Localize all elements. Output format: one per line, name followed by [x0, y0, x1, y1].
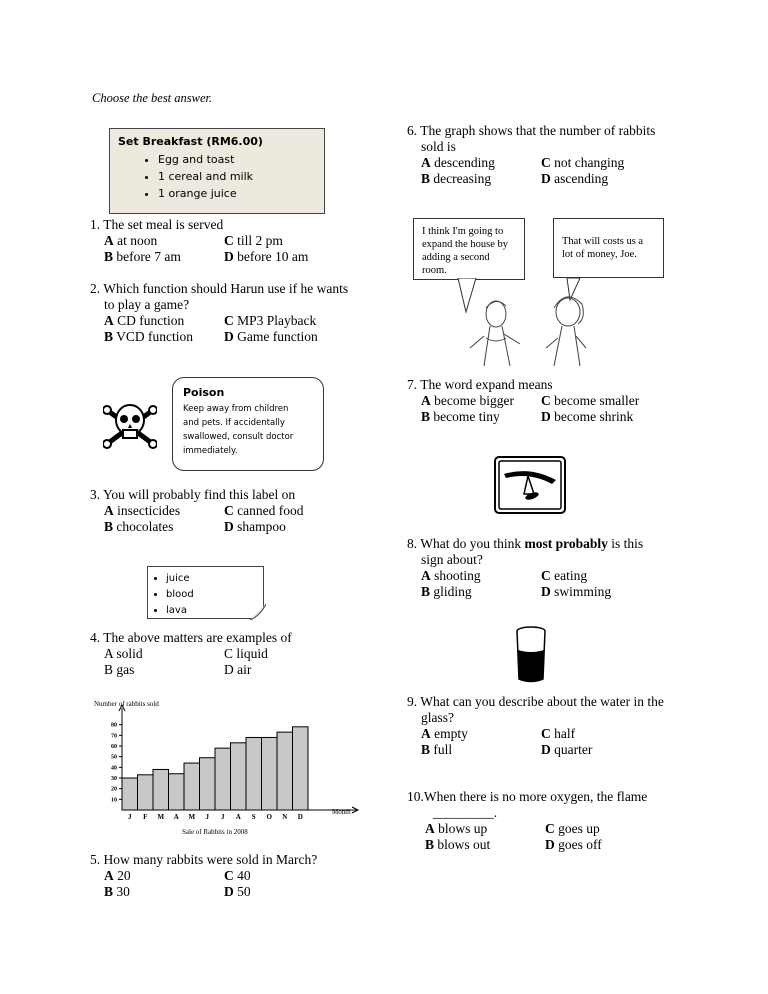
option-d[interactable]: Game function [237, 329, 318, 344]
option-b[interactable]: VCD function [116, 329, 194, 344]
chart-bar [169, 774, 185, 810]
chart-xtick-label: F [143, 813, 148, 821]
chart-bar [200, 758, 216, 810]
question-stem: 2. Which function should Harun use if he wants [90, 281, 349, 296]
question-6: 6. The graph shows that the number of rabbits sold is A descending C not changing B decreasing D ascending [407, 123, 656, 186]
set-breakfast-card [109, 128, 325, 214]
option-a[interactable]: at noon [117, 233, 158, 248]
chart-xtick-label: N [282, 813, 288, 821]
option-b[interactable]: gliding [433, 584, 472, 599]
option-d[interactable]: shampoo [237, 519, 286, 534]
question-stem: 5. How many rabbits were sold in March? [90, 852, 318, 867]
question-4: 4. The above matters are examples of A solid C liquid B gas D air [90, 630, 292, 677]
menu-item: • Egg and toast [158, 151, 316, 168]
question-8: 8. What do you think most probably is this sign about? A shooting C eating B gliding D swimming [407, 536, 644, 599]
option-b[interactable]: blows out [437, 837, 491, 852]
option-b[interactable]: full [433, 742, 453, 757]
option-d[interactable]: swimming [554, 584, 612, 599]
poison-text: swallowed, consult doctor [183, 432, 294, 442]
skull-crossbones-icon [103, 400, 157, 450]
option-a[interactable]: CD function [117, 313, 185, 328]
question-10: 10.When there is no more oxygen, the flame _________. A blows up C goes up B blows out D goes off [407, 789, 648, 852]
chart-ytick-label: 70 [111, 733, 117, 740]
question-stem-cont: glass? [421, 710, 454, 725]
option-c[interactable]: liquid [236, 646, 268, 661]
option-c[interactable]: eating [554, 568, 588, 583]
chart-xtick-label: M [188, 813, 196, 821]
option-c[interactable]: till 2 pm [237, 233, 283, 248]
option-c[interactable]: MP3 Playback [237, 313, 317, 328]
option-c[interactable]: half [554, 726, 576, 741]
question-stem: 3. You will probably find this label on [90, 487, 296, 502]
chart-bar [122, 778, 138, 810]
option-b[interactable]: chocolates [116, 519, 174, 534]
option-a[interactable]: empty [434, 726, 468, 741]
option-a[interactable]: insecticides [117, 503, 181, 518]
chart-bar [215, 748, 231, 810]
option-c[interactable]: canned food [237, 503, 304, 518]
question-stem-cont: sign about? [421, 552, 483, 567]
question-stem: 10.When there is no more oxygen, the flame [407, 789, 648, 804]
menu-item: • 1 cereal and milk [158, 168, 316, 185]
option-d[interactable]: ascending [554, 171, 609, 186]
chart-bar [246, 737, 262, 810]
option-d[interactable]: 50 [237, 884, 251, 899]
cartoon-couple-icon [440, 278, 620, 370]
chart-bar [277, 732, 293, 810]
matters-note-card [147, 566, 264, 619]
option-a[interactable]: blows up [438, 821, 488, 836]
option-c[interactable]: become smaller [554, 393, 640, 408]
hang-glider-sign-icon [494, 456, 566, 514]
question-stem-cont: sold is [421, 139, 456, 154]
chart-ytick-label: 50 [111, 754, 117, 761]
chart-ylabel: Number of rabbits sold [94, 700, 159, 708]
chart-ytick-label: 10 [111, 797, 117, 804]
poison-text: and pets. If accidentally [183, 418, 285, 428]
option-d[interactable]: air [237, 662, 252, 677]
speech-bubble-wife: That will costs us a lot of money, Joe. [553, 218, 664, 278]
chart-xtick-label: M [157, 813, 165, 821]
chart-xtick-label: S [251, 813, 256, 821]
chart-bar [138, 775, 154, 810]
question-7: 7. The word expand means A become bigger C become smaller B become tiny D become shrink [407, 377, 640, 424]
chart-ytick-label: 60 [111, 744, 117, 750]
option-c[interactable]: 40 [237, 868, 251, 883]
option-b[interactable]: become tiny [433, 409, 500, 424]
question-5: 5. How many rabbits were sold in March? A 20 C 40 B 30 D 50 [90, 852, 318, 899]
option-a[interactable]: 20 [117, 868, 131, 883]
glass-of-water-icon [514, 626, 548, 684]
chart-ytick-label: 30 [111, 776, 117, 782]
chart-bar [153, 769, 169, 810]
chart-xlabel: Month [332, 808, 351, 816]
chart-ytick-label: 80 [111, 722, 117, 729]
chart-title: Sale of Rabbits in 2008 [182, 828, 248, 836]
option-c[interactable]: not changing [554, 155, 625, 170]
poison-text: immediately. [183, 446, 238, 456]
poison-text: Keep away from children [183, 404, 289, 414]
option-b[interactable]: 30 [116, 884, 130, 899]
chart-xtick-label: J [128, 813, 132, 821]
question-stem-cont: to play a game? [104, 297, 190, 312]
option-a[interactable]: solid [116, 646, 143, 661]
question-blank: _________. [433, 805, 498, 820]
question-3: 3. You will probably find this label on A insecticides C canned food B chocolates D shampoo [90, 487, 304, 534]
chart-xtick-label: O [266, 813, 272, 821]
instruction: Choose the best answer. [92, 91, 213, 105]
note-item: • lava [166, 603, 257, 619]
option-b[interactable]: decreasing [433, 171, 492, 186]
question-stem: 9. What can you describe about the water in the [407, 694, 664, 709]
option-a[interactable]: shooting [434, 568, 481, 583]
option-d[interactable]: before 10 am [237, 249, 309, 264]
speech-bubble-joe: I think I'm going to expand the house by adding a second room. [413, 218, 525, 280]
chart-xtick-label: A [235, 813, 241, 821]
chart-xtick-label: D [297, 813, 303, 821]
option-d[interactable]: become shrink [554, 409, 634, 424]
question-2: 2. Which function should Harun use if he wants to play a game? A CD function C MP3 Playback B VCD function D Game function [90, 281, 349, 344]
question-stem: 6. The graph shows that the number of rabbits [407, 123, 656, 138]
note-item: • juice [166, 571, 257, 587]
option-b[interactable]: gas [116, 662, 135, 677]
option-b[interactable]: before 7 am [116, 249, 181, 264]
question-stem: 8. What do you think most probably is this [407, 536, 644, 551]
question-9: 9. What can you describe about the water in the glass? A empty C half B full D quarter [407, 694, 664, 757]
chart-xtick-label: J [221, 813, 225, 821]
menu-title: Set Breakfast (RM6.00) [118, 135, 263, 148]
question-1: 1. The set meal is served A at noon C till 2 pm B before 7 am D before 10 am [90, 217, 309, 264]
question-stem: 1. The set meal is served [90, 217, 224, 232]
rabbit-sales-chart [90, 696, 360, 838]
option-a[interactable]: descending [434, 155, 495, 170]
option-c[interactable]: goes up [558, 821, 600, 836]
chart-xtick-label: A [173, 813, 179, 821]
note-item: • blood [166, 587, 257, 603]
poison-title: Poison [183, 386, 225, 399]
chart-bar [184, 763, 200, 810]
chart-ytick-label: 20 [111, 786, 117, 793]
chart-xtick-label: J [205, 813, 209, 821]
menu-item: • 1 orange juice [158, 185, 316, 202]
option-d[interactable]: goes off [558, 837, 602, 852]
question-stem: 4. The above matters are examples of [90, 630, 292, 645]
chart-ytick-label: 40 [111, 765, 117, 772]
poison-label [172, 377, 324, 471]
option-a[interactable]: become bigger [434, 393, 514, 408]
chart-bar [293, 727, 309, 810]
chart-bar [231, 743, 247, 810]
question-stem: 7. The word expand means [407, 377, 553, 392]
option-d[interactable]: quarter [554, 742, 593, 757]
page-curl-icon [250, 604, 266, 620]
chart-bar [262, 737, 278, 810]
